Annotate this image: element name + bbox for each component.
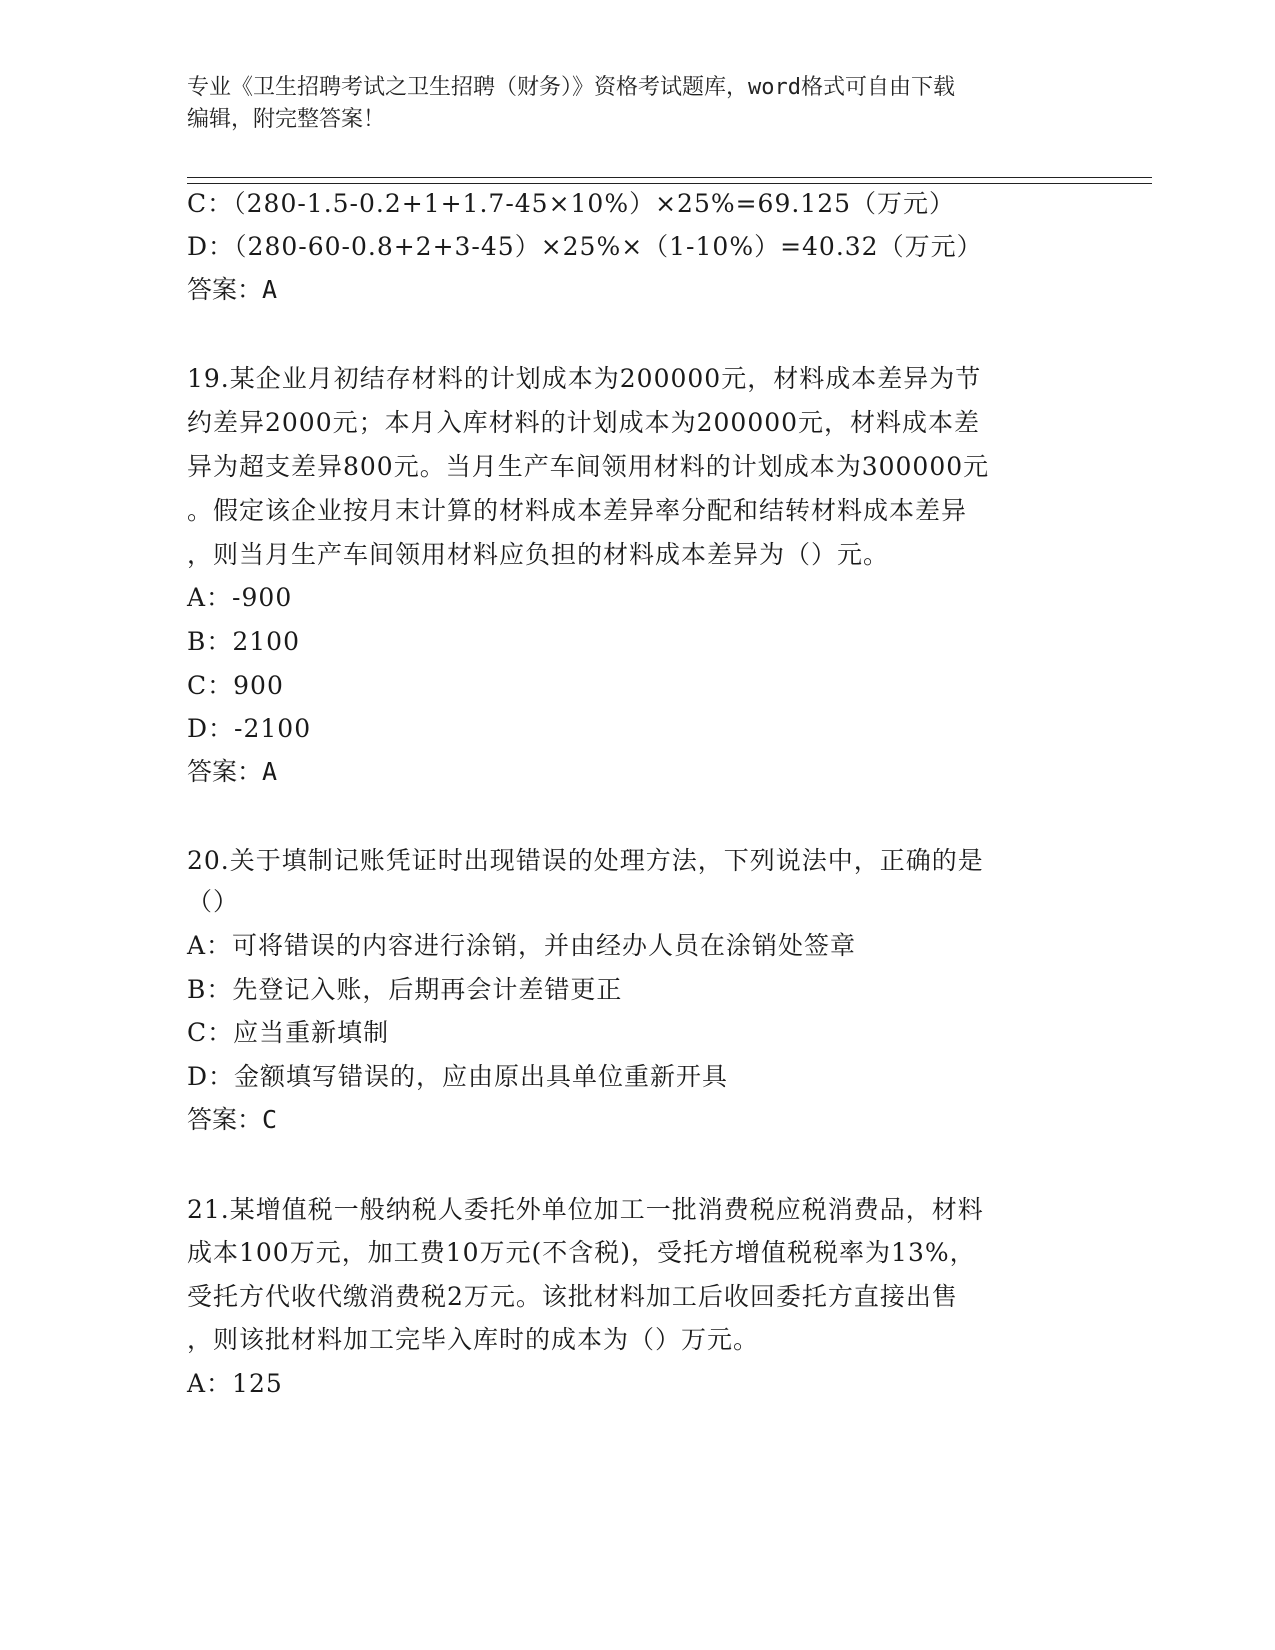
q20-option-a: A：可将错误的内容进行涂销，并由经办人员在涂销处签章 (187, 931, 857, 960)
q19-answer: 答案：A (187, 757, 278, 786)
prev-option-d: D：（280-60-0.8+2+3-45）×25%×（1-10%）=40.32（万元） (187, 232, 983, 261)
q20-answer: 答案：C (187, 1105, 278, 1134)
prev-answer: 答案：A (187, 275, 278, 304)
q20-option-b: B：先登记入账，后期再会计差错更正 (187, 975, 623, 1004)
q19-option-c: C：900 (187, 671, 284, 700)
header-divider-top (187, 177, 1152, 178)
q19-text-line-2: 约差异2000元；本月入库材料的计划成本为200000元，材料成本差 (187, 408, 981, 437)
header-line-2: 编辑，附完整答案！ (187, 107, 386, 132)
q21-option-a: A：125 (187, 1369, 283, 1398)
q20-text-line-1: 20.关于填制记账凭证时出现错误的处理方法，下列说法中，正确的是 (187, 846, 984, 875)
q21-text-line-1: 21.某增值税一般纳税人委托外单位加工一批消费税应税消费品，材料 (187, 1195, 984, 1224)
q19-option-a: A：-900 (187, 583, 293, 612)
q19-text-line-5: ，则当月生产车间领用材料应负担的材料成本差异为（）元。 (187, 540, 890, 569)
q19-text-line-4: 。假定该企业按月末计算的材料成本差异率分配和结转材料成本差异 (187, 496, 968, 525)
q21-text-line-3: 受托方代收代缴消费税2万元。该批材料加工后收回委托方直接出售 (187, 1282, 958, 1311)
q19-option-d: D：-2100 (187, 714, 312, 743)
header-line-1: 专业《卫生招聘考试之卫生招聘（财务）》资格考试题库，word格式可自由下载 (187, 75, 955, 100)
q20-option-c: C：应当重新填制 (187, 1018, 390, 1047)
q21-text-line-4: ，则该批材料加工完毕入库时的成本为（）万元。 (187, 1325, 760, 1354)
q19-text-line-3: 异为超支差异800元。当月生产车间领用材料的计划成本为300000元 (187, 452, 990, 481)
page-header (187, 72, 1067, 136)
q19-text-line-1: 19.某企业月初结存材料的计划成本为200000元，材料成本差异为节 (187, 364, 982, 393)
q21-text-line-2: 成本100万元，加工费10万元(不含税)，受托方增值税税率为13%， (187, 1238, 976, 1267)
q19-option-b: B：2100 (187, 627, 300, 656)
q20-text-line-2: （） (187, 887, 240, 916)
q20-option-d: D：金额填写错误的，应由原出具单位重新开具 (187, 1062, 729, 1091)
prev-option-c: C：（280-1.5-0.2+1+1.7-45×10%）×25%=69.125（万元） (187, 189, 956, 218)
header-divider-bottom (187, 183, 1152, 184)
